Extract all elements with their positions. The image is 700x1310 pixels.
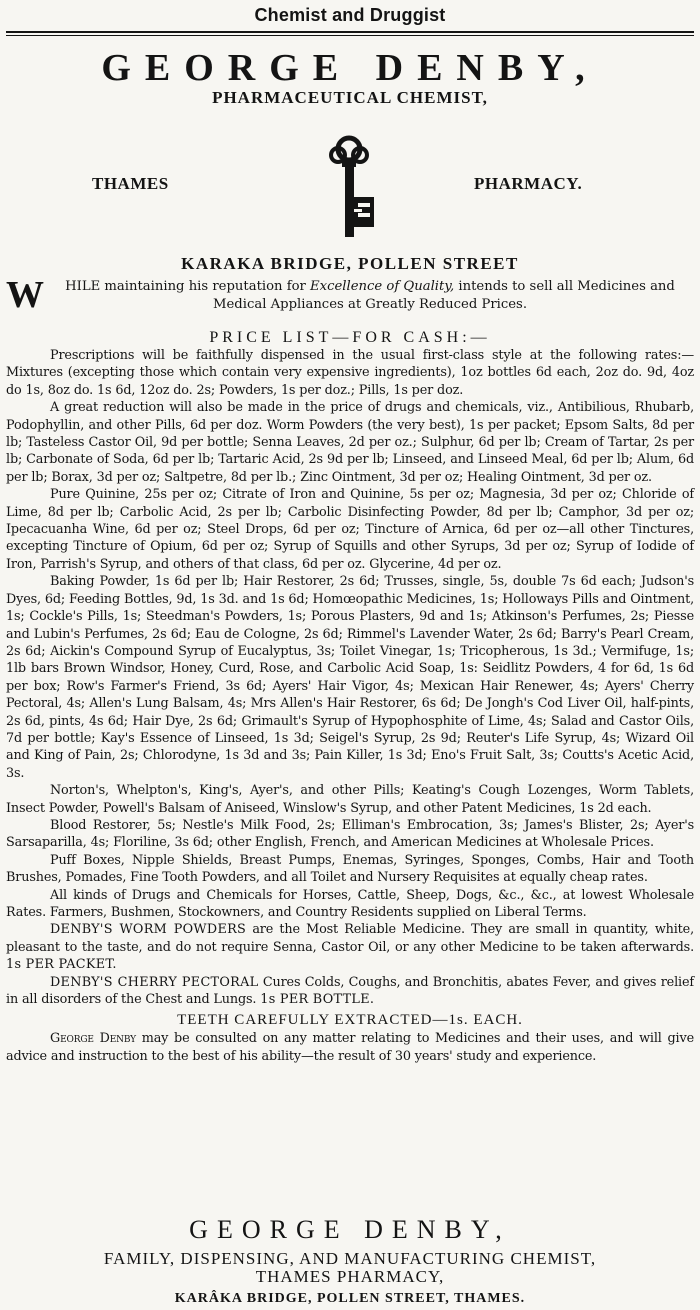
thames-label: THAMES — [92, 174, 169, 193]
footer-address: KARÂKA BRIDGE, POLLEN STREET, THAMES. — [174, 1291, 526, 1306]
header-rule — [6, 31, 694, 33]
paragraph-requisites: Puff Boxes, Nipple Shields, Breast Pumps, Enemas, Syringes, Sponges, Combs, Hair and Tooth Brushes, Pomades, Fine Tooth Powders, and all Toilet and Nursery Requisites at equally cheap rates. — [6, 852, 694, 886]
cherry-text: Cures Colds, Coughs, and Bronchitis, abates Fever, and gives relief in all disorders of the Chest and Lungs. — [6, 974, 694, 1008]
paragraph-cherry-pectoral — [6, 974, 694, 1009]
paragraph-pills: Norton's, Whelpton's, King's, Ayer's, and other Pills; Keating's Cough Lozenges, Worm Tablets, Insect Powder, Powell's Balsam of Aniseed, Winslow's Syrup, and other Patent Medicines, 1s 2d each. — [6, 783, 694, 816]
footer-name: GEORGE DENBY, — [189, 1215, 511, 1244]
address-heading: KARAKA BRIDGE, POLLEN STREET — [181, 254, 519, 273]
intro-text-a: HILE maintaining his reputation for — [65, 279, 311, 294]
price-list-heading: PRICE LIST—FOR CASH:— — [209, 329, 491, 346]
advertiser-name: GEORGE DENBY, — [101, 47, 599, 89]
paragraph-toiletries: Baking Powder, 1s 6d per lb; Hair Restorer, 2s 6d; Trusses, single, 5s, double 7s 6d each; Judson's Dyes, 6d; Feeding Bottles, 9d, 1s 3d. and 1s 6d; Homœopathic Medicines, 1s; Holloways Pills and Ointment, 1s; Cockle's Pills, 1s; Steedman's Powders, 1s; Porous Plasters, 9d and 1s; Atkinson's Perfumes, 2s; Piesse and Lubin's Perfumes, 2s 6d; Eau de Cologne, 2s 6d; Rimmel's Lavender Water, 2s 6d; Barry's Pearl Cream, 2s 6d; Aickin's Compound Syrup of Eucalyptus, 3s; Toilet Vinegar, 1s; Tricopherous, 1s 3d.; Vermifuge, 1s; 1lb bars Brown Windsor, Honey, Curd, Rose, and Carbolic Acid Soap, 1s: Seidlitz Powders, 4 for 6d, 1s 6d per box; Row's Farmer's Friend, 3s 6d; Ayers' Hair Vigor, 4s; Mexican Hair Renewer, 4s; Ayers' Cherry Pectoral, 4s; Allen's Lung Balsam, 4s; Mrs Allen's Hair Restorer, 6s 6d; De Jongh's Cod Liver Oil, half-pints, 2s 6d, pints, 4s 6d; Hair Dye, 2s 6d; Grimault's Syrup of Hypophosphite of Lime, 4s; Salad and Castor Oils, 7d per bottle; Kay's Essence of Linseed, 1s 3d; Seigel's Syrup, 2s 9d; Reuter's Life Syrup, 4s; Wizard Oil and King of Pain, 2s; Chlorodyne, 1s 3d and 3s; Pain Killer, 1s 3d; Eno's Fruit Salt, 3s; Coutts's Acetic Acid, 3s. — [6, 574, 694, 781]
paragraph-worm-powders — [6, 921, 694, 973]
cherry-lead: DENBY'S CHERRY PECTORAL — [50, 974, 259, 990]
intro-text — [46, 278, 694, 314]
consult-name: George Denby — [50, 1031, 136, 1047]
paragraph-quinine: Pure Quinine, 25s per oz; Citrate of Iron and Quinine, 5s per oz; Magnesia, 3d per oz; Chloride of Lime, 8d per lb; Carbolic Acid, 2s per lb; Carbolic Disinfecting Powder, 8d per lb; Camphor, 3d per oz; Ipecacuanha Wine, 6d per oz; Steel Drops, 6d per oz; Tincture of Arnica, 6d per oz—all other Tinctures, excepting Tincture of Opium, 6d per oz; Syrup of Squills and other Syrups, 3d per oz; Syrup of Iodide of Iron, Parrish's Syrup, and others of that class, 6d per oz. Glycerine, 4d per oz. — [6, 487, 694, 572]
intro-text-b: intends to sell all Medicines and Medical Appliances at Greatly Reduced Prices. — [212, 279, 675, 312]
dropcap: W — [6, 274, 44, 316]
teeth-notice: TEETH CAREFULLY EXTRACTED—1s. EACH. — [177, 1012, 523, 1029]
footer-description: FAMILY, DISPENSING, AND MANUFACTURING CHEMIST, — [103, 1249, 597, 1268]
intro-text-italic: Excellence of Quality, — [310, 279, 455, 294]
paragraph-prescriptions: Prescriptions will be faithfully dispensed in the usual first-class style at the following rates:—Mixtures (excepting those which contain very expensive ingredients), 1oz bottles 6d each, 2oz do. 9d, 4oz do 1s, 8oz do. 1s 6d, 12oz do. 2s; Powders, 1s per doz.; Pills, 1s per doz. — [6, 348, 694, 398]
cherry-price: 1s PER BOTTLE. — [260, 992, 375, 1008]
paragraph-animals: All kinds of Drugs and Chemicals for Horses, Cattle, Sheep, Dogs, &c., &c., at lowest Wholesale Rates. Farmers, Bushmen, Stockowners, and Country Residents supplied on Liberal Terms. — [6, 887, 694, 920]
intro-paragraph — [6, 276, 694, 320]
paragraph-drugs: A great reduction will also be made in the price of drugs and chemicals, viz., Antibilious, Rhubarb, Podophyllin, and other Pills, 6d per doz. Worm Powders (the very best), 1s per packet; Epsom Salts, 8d per lb; Tasteless Castor Oil, 9d per bottle; Senna Leaves, 2d per oz.; Sulphur, 6d per lb; Cream of Tartar, 2s per lb; Carbonate of Soda, 6d per lb; Tartaric Acid, 2s 9d per lb; Linseed, and Linseed Meal, 6d per lb; Alum, 6d per lb; Borax, 3d per oz; Saltpetre, 8d per lb.; Zinc Ointment, 3d per oz; Healing Ointment, 3d per oz. — [6, 400, 694, 485]
advertiser-title: PHARMACEUTICAL CHEMIST, — [212, 88, 488, 107]
paragraph-blood-restorer: Blood Restorer, 5s; Nestle's Milk Food, 2s; Elliman's Embrocation, 3s; James's Blister, 2s; Ayer's Sarsaparilla, 4s; Floriline, 3s 6d; other English, French, and American Medicines at Wholesale Prices. — [6, 817, 694, 851]
footer-pharmacy: THAMES PHARMACY, — [255, 1267, 445, 1286]
section-title: Chemist and Druggist — [254, 5, 446, 25]
pharmacy-label: PHARMACY. — [474, 174, 583, 193]
consult-text: may be consulted on any matter relating to Medicines and their uses, and will give advice and instruction to the best of his ability—the result of 30 years' study and experience. — [6, 1031, 694, 1064]
paragraph-consult — [6, 1030, 694, 1065]
section-header — [0, 0, 700, 30]
worm-text: are the Most Reliable Medicine. They are small in quantity, white, pleasant to the taste, and do not require Senna, Castor Oil, or any other Medicine to be taken afterwards. — [6, 922, 694, 955]
header-rule-thin — [6, 35, 694, 36]
key-icon — [318, 135, 380, 239]
worm-lead: DENBY'S WORM POWDERS — [50, 922, 247, 938]
worm-price: 1s PER PACKET. — [6, 957, 117, 973]
price-list-body — [6, 347, 694, 1065]
